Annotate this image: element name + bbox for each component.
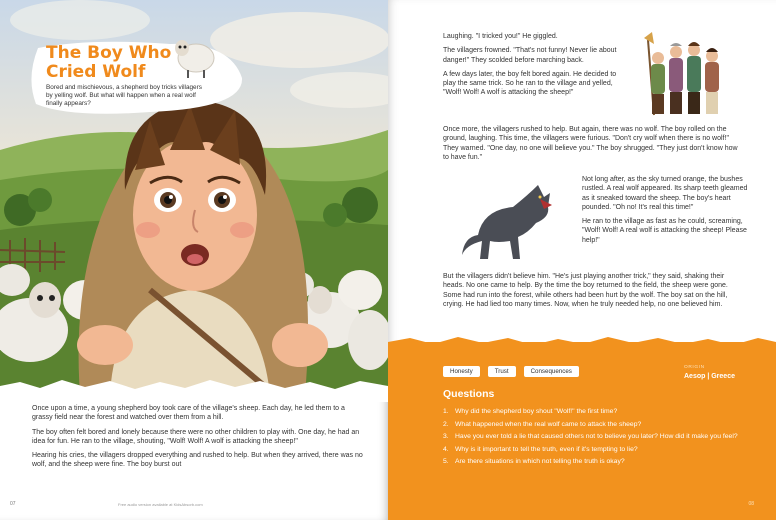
bottom-text	[443, 272, 743, 314]
torn-paper-edge	[0, 372, 388, 402]
villagers-illustration	[640, 30, 730, 120]
torn-paper-edge	[388, 330, 776, 352]
paragraph: Once upon a time, a young shepherd boy took care of the village's sheep. Each day, he led them to a grassy field near the forest and watched over them from a hill.	[32, 405, 345, 422]
paragraph: He ran to the village as fast as he could, screaming, "Wolf! Wolf! A real wolf is attacking the sheep! Please help!"	[582, 218, 747, 244]
paragraph: Once more, the villagers rushed to help. But again, there was no wolf. The boy rolled on the ground, laughing. This time, the villagers were furious. "Don't cry wolf when there is no wolf!" They warned. "One day, no one will believe you." The boy shrugged. "They just don't know how to have fun."	[443, 126, 738, 161]
page-number-right: 08	[748, 501, 754, 507]
page-number-left: 07	[10, 501, 16, 507]
question-item: 5. Are there situations in which not telling the truth is okay?	[443, 458, 625, 466]
origin-value: Aesop | Greece	[684, 373, 735, 380]
tag-list	[443, 366, 579, 377]
story-title: The Boy Who Cried Wolf	[46, 43, 172, 82]
wolf-illustration	[458, 175, 558, 265]
middle-text	[443, 125, 738, 167]
paragraph: The boy often felt bored and lonely because there were no other children to play with. One day, he had an idea for fun. He ran to the village, shouting, "Wolf! Wolf! A wolf is attacking the sheep!"	[32, 428, 360, 445]
questions-list	[443, 408, 743, 471]
questions-title: Questions	[443, 388, 495, 400]
tag-consequences[interactable]: Consequences	[524, 366, 579, 377]
paragraph: Laughing. "I tricked you!" He giggled.	[443, 33, 558, 40]
paragraph: Not long after, as the sky turned orange, the bushes rustled. A real wolf appeared. Its sharp teeth gleamed as it sneaked toward the sheep. The boy's heart pounded. "Oh no! It's real this time!"	[582, 176, 748, 211]
story-subtitle: Bored and mischievous, a shepherd boy tricks villagers by yelling wolf. But what will happen when a real wolf finally appears?	[46, 84, 202, 108]
wolf-text	[582, 175, 750, 250]
question-item: 2. What happened when the real wolf came to attack the sheep?	[443, 420, 642, 428]
question-item: 4. Why is it important to tell the truth, even if it's tempting to lie?	[443, 445, 638, 453]
paragraph: The villagers frowned. "That's not funny! Never lie about danger!" They scolded before marching back.	[443, 47, 617, 64]
question-item: 3. Have you ever told a lie that caused others not to believe you later? How did it make you feel?	[443, 433, 738, 441]
right-page	[388, 0, 776, 520]
tag-honesty[interactable]: Honesty	[443, 366, 480, 377]
paragraph: But the villagers didn't believe him. "He's just playing another trick," they said, shaking their heads. No one came to help. By the time the boy returned to the field, the sheep were gone. Some had run into the forest, while others had been hurt by the wolf. The boy sat on the hill, crying. He had lied too many times. Now, when he truly needed help, no one believed him.	[443, 273, 728, 308]
footer-note: Free audio version available at KidsAbsorb.com	[118, 502, 203, 507]
question-item: 1. Why did the shepherd boy shout "Wolf!" the first time?	[443, 408, 618, 415]
paragraph: Hearing his cries, the villagers dropped everything and rushed to help. But when they arrived, there was no wolf, and the sheep were fine. The boy burst out	[32, 452, 363, 469]
left-story-text	[32, 404, 364, 475]
paragraph: A few days later, the boy felt bored again. He decided to play the same trick. So he ran to the village and yelled, "Wolf! Wolf! A wolf is attacking the sheep!"	[443, 70, 617, 97]
origin-label: ORIGIN	[684, 365, 705, 370]
right-top-text	[443, 32, 623, 103]
tag-trust[interactable]: Trust	[488, 366, 516, 377]
